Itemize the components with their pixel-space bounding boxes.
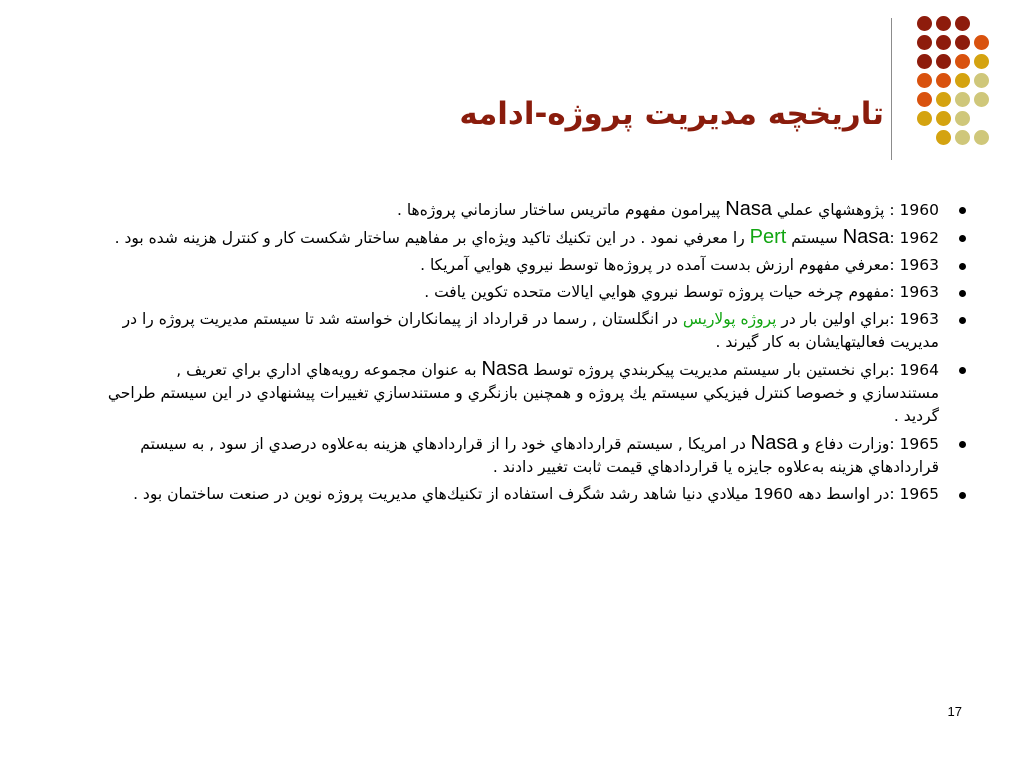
- decorative-dot: [917, 92, 932, 107]
- page-number: 17: [947, 704, 962, 719]
- bullet-dot-icon: [959, 441, 966, 448]
- bullet-text: [114, 226, 939, 248]
- bullet-text-segment: 1960 : پژوهشهاي عملي: [772, 201, 939, 219]
- bullet-item: [99, 281, 939, 304]
- bullet-dot-icon: [959, 367, 966, 374]
- bullet-dot-icon: [959, 263, 966, 270]
- decorative-dot: [955, 16, 970, 31]
- decorative-dot: [936, 92, 951, 107]
- bullet-text-segment: 1965 :وزارت دفاع و: [797, 435, 939, 453]
- bullet-text-segment: سيستم: [786, 229, 843, 247]
- decorative-dot: [955, 35, 970, 50]
- bullet-text: [396, 198, 939, 220]
- bullet-text-segment: Nasa: [481, 358, 529, 380]
- bullet-text: [133, 485, 939, 503]
- bullet-text-segment: 1962 :: [889, 229, 939, 247]
- decorative-dot: [974, 73, 989, 88]
- bullet-text-segment: Pert: [749, 226, 787, 248]
- title-divider-line: [891, 18, 892, 160]
- decorative-dot: [936, 16, 951, 31]
- decorative-dot: [917, 73, 932, 88]
- decorative-dot: [955, 111, 970, 126]
- bullet-text-segment: به عنوان مجموعه رويه‌هاي اداري براي تعريف , مستندسازي و خصوصا كنترل فيزيكي سيستم يك پروژه و همچنين بازنگري و مستندسازي تغييرات پيشنهادي در اين سيستم طراحي گرديد .: [107, 361, 939, 425]
- bullet-text-segment: 1965 :در اواسط دهه 1960 ميلادي دنيا شاهد رشد شگرف استفاده از تكنيك‌هاي مديريت پروژه نوين در صنعت ساختمان بود .: [133, 485, 939, 503]
- bullet-dot-icon: [959, 207, 966, 214]
- decorative-dot: [917, 54, 932, 69]
- bullet-text-segment: 1963 :مفهوم چرخه حيات پروژه توسط نيروي هوايي ايالات متحده تكوين يافت .: [424, 283, 939, 301]
- decorative-dot: [936, 35, 951, 50]
- bullet-dot-icon: [959, 492, 966, 499]
- bullet-text: [140, 432, 939, 476]
- decorative-dot: [936, 111, 951, 126]
- bullet-item: [99, 358, 939, 428]
- decorative-dot: [974, 54, 989, 69]
- bullet-dot-icon: [959, 235, 966, 242]
- decorative-dot: [917, 111, 932, 126]
- bullet-text: [107, 358, 939, 425]
- bullet-item: [99, 432, 939, 479]
- decorative-dot: [917, 35, 932, 50]
- bullet-text-segment: Nasa: [842, 226, 890, 248]
- bullet-item: [99, 254, 939, 277]
- decorative-dot: [974, 92, 989, 107]
- bullet-text-segment: پيرامون مفهوم ماتريس ساختار سازماني پروژه‌ها .: [396, 201, 726, 219]
- bullet-text-segment: در امريكا , سيستم قراردادهاي خود را از قراردادهاي هزينه به‌علاوه درصدي از سود , به سيستم قراردادهاي هزينه به‌علاوه جايزه يا قراردادهاي قيمت ثابت تغيير دادند .: [140, 435, 939, 476]
- bullet-text: [424, 283, 939, 301]
- bullet-item: [99, 226, 939, 250]
- bullet-text-segment: در انگلستان , رسما در قرارداد از پيمانكاران خواسته شد تا سيستم مديريت پروژه را در مديريت فعاليتهايشان به كار گيرند .: [122, 310, 939, 351]
- bullet-text: [123, 310, 939, 351]
- bullet-list: [99, 198, 939, 510]
- decorative-dot: [936, 73, 951, 88]
- decorative-dot: [955, 130, 970, 145]
- decorative-dot: [955, 73, 970, 88]
- bullet-text-segment: 1963 :معرفي مفهوم ارزش بدست آمده در پروژه‌ها توسط نيروي هوايي آمريكا .: [420, 256, 939, 274]
- slide-title: تاريخچه مديريت پروژه-ادامه: [459, 96, 884, 132]
- bullet-text-segment: Nasa: [725, 198, 772, 220]
- bullet-dot-icon: [959, 317, 966, 324]
- decorative-dot: [974, 130, 989, 145]
- decorative-dot: [955, 54, 970, 69]
- bullet-item: [99, 308, 939, 354]
- bullet-text-segment: پروژه پولاريس: [682, 310, 777, 328]
- bullet-text-segment: 1963 :براي اولين بار در: [776, 310, 939, 328]
- bullet-text-segment: Nasa: [750, 432, 798, 454]
- bullet-item: [99, 483, 939, 506]
- decorative-dot: [936, 54, 951, 69]
- decorative-dot: [974, 35, 989, 50]
- decorative-dot: [917, 16, 932, 31]
- bullet-item: [99, 198, 939, 222]
- decorative-dot: [936, 130, 951, 145]
- decorative-dot-grid: [0, 0, 1024, 170]
- bullet-text-segment: 1964 :براي نخستين بار سيستم مديريت پيكربندي پروژه توسط: [528, 361, 939, 379]
- decorative-dot: [955, 92, 970, 107]
- bullet-text-segment: را معرفي نمود . در اين تكنيك تاكيد ويژه‌اي بر مفاهيم ساختار شكست كار و كنترل هزينه شده بود .: [114, 229, 750, 247]
- bullet-text: [420, 256, 939, 274]
- bullet-dot-icon: [959, 290, 966, 297]
